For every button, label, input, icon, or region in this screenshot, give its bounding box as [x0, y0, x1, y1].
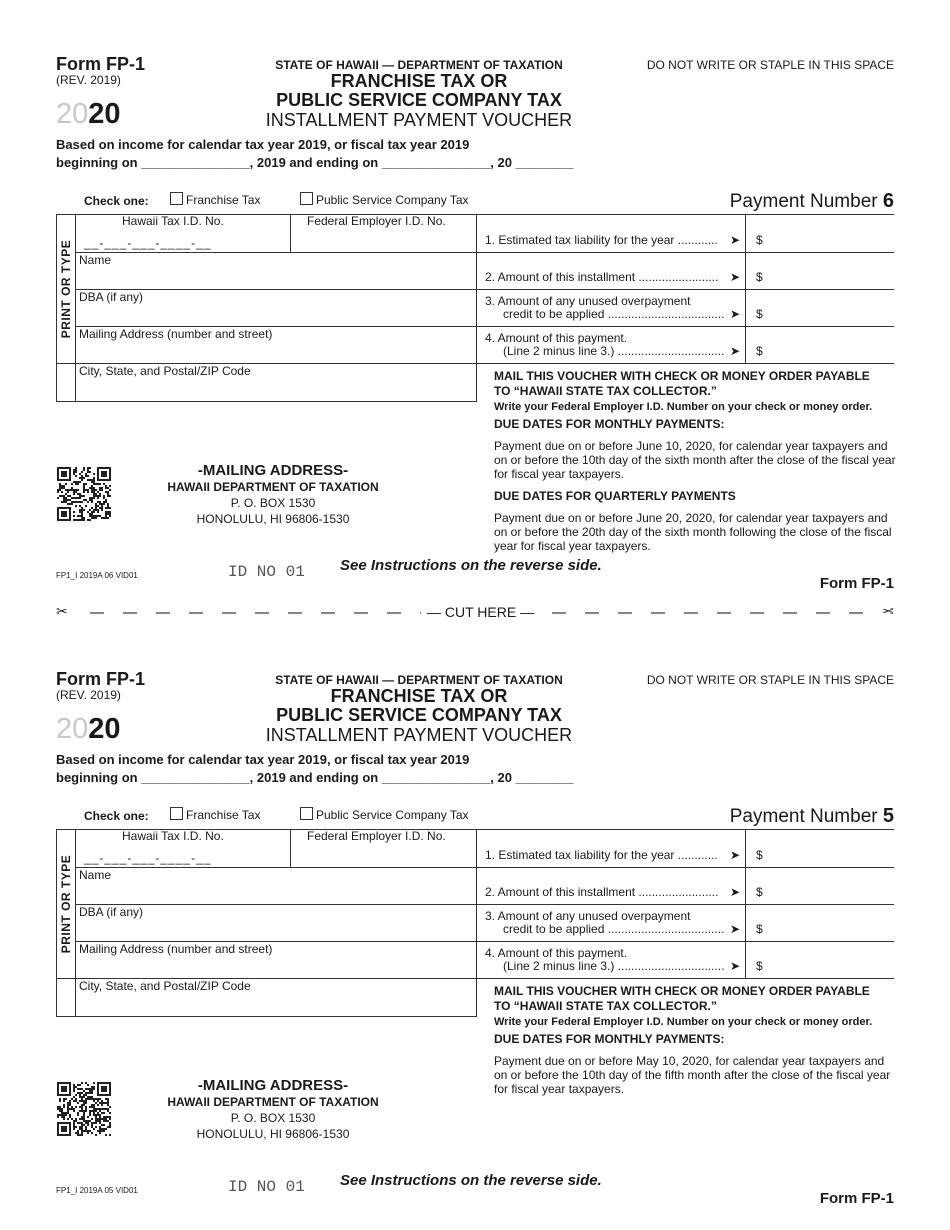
form-title: Form FP-1 [56, 669, 146, 689]
see-instructions: See Instructions on the reverse side. [340, 1172, 602, 1189]
name-field[interactable] [76, 883, 475, 903]
hawaii-tax-id-field[interactable]: __-___-___-____-__ [84, 236, 212, 250]
arrow-icon: ➤ [730, 307, 741, 321]
arrow-icon: ➤ [730, 959, 741, 973]
line-2-amount-field[interactable] [768, 880, 892, 902]
mailing-city: HONOLULU, HI 96806-1530 [196, 1127, 350, 1141]
cut-here-label: — CUT HERE — [421, 604, 540, 620]
city-state-zip-label: City, State, and Postal/ZIP Code [79, 364, 251, 378]
box-line [56, 1016, 476, 1017]
line-3-label: 3. Amount of any unused overpayment [485, 909, 691, 923]
box-line [75, 867, 476, 868]
line-3-label-2: credit to be applied ................................... [503, 922, 725, 936]
line-4-amount-field[interactable] [768, 339, 892, 361]
do-not-write-notice: DO NOT WRITE OR STAPLE IN THIS SPACE [646, 673, 894, 687]
box-line [476, 829, 894, 830]
scissors-icon: ✂ [56, 603, 68, 619]
do-not-write-notice: DO NOT WRITE OR STAPLE IN THIS SPACE [646, 58, 894, 72]
box-line [476, 289, 894, 290]
mailing-address [150, 1078, 396, 1142]
title-line-1: FRANCHISE TAX OR [330, 71, 508, 91]
box-line [476, 867, 894, 868]
franchise-tax-label: Franchise Tax [186, 808, 261, 822]
mailing-address-label: Mailing Address (number and street) [79, 327, 273, 341]
box-line [476, 904, 894, 905]
monthly-due-text: Payment due on or before May 10, 2020, for calendar year taxpayers and on or before the 10th day of the fifth month after the close of the fiscal year for fiscal year taxpayers. [494, 1054, 891, 1096]
city-state-zip-field[interactable] [76, 994, 475, 1015]
due-quarterly-heading: DUE DATES FOR QUARTERLY PAYMENTS [494, 489, 736, 503]
line-2-dollar: $ [756, 270, 763, 284]
print-or-type-text: PRINT OR TYPE [59, 854, 73, 954]
line-3-dollar: $ [756, 922, 763, 936]
form-footer: Form FP-1 [819, 1190, 894, 1207]
year-prefix: 20 [56, 98, 89, 130]
mailing-department: HAWAII DEPARTMENT OF TAXATION [167, 480, 379, 494]
box-line [476, 326, 894, 327]
line-4-amount-field[interactable] [768, 954, 892, 976]
fein-field[interactable] [291, 228, 475, 251]
line-4-dollar: $ [756, 959, 763, 973]
arrow-icon: ➤ [730, 344, 741, 358]
box-line [476, 363, 894, 364]
payment-number-value: 5 [882, 805, 894, 827]
based-on-text: Based on income for calendar tax year 2019, or fiscal tax year 2019 [56, 137, 470, 152]
payment-number [730, 190, 894, 213]
mail-voucher-line-1: MAIL THIS VOUCHER WITH CHECK OR MONEY ORDER PAYABLE [494, 369, 870, 383]
name-label: Name [79, 253, 112, 267]
mail-voucher-line-1: MAIL THIS VOUCHER WITH CHECK OR MONEY ORDER PAYABLE [494, 984, 870, 998]
qr-code-icon [57, 1082, 111, 1136]
print-or-type-text: PRINT OR TYPE [59, 239, 73, 339]
id-number: ID NO 01 [228, 563, 305, 581]
mailing-address-label: Mailing Address (number and street) [79, 942, 273, 956]
mailing-department: HAWAII DEPARTMENT OF TAXATION [167, 1095, 379, 1109]
cut-line [56, 603, 894, 623]
arrow-icon: ➤ [730, 922, 741, 936]
year-suffix: 20 [88, 98, 121, 130]
fein-field[interactable] [291, 843, 475, 866]
line-2-dollar: $ [756, 885, 763, 899]
beginning-on-text[interactable]: beginning on _______________, 2019 and ending on _______________, 20 ________ [56, 155, 574, 170]
hawaii-tax-id-field[interactable]: __-___-___-____-__ [84, 851, 212, 865]
line-3-label-2: credit to be applied ................................... [503, 307, 725, 321]
check-one-label: Check one: [84, 809, 149, 823]
checkbox-box[interactable] [170, 807, 183, 820]
id-number: ID NO 01 [228, 1178, 305, 1196]
line-3-amount-field[interactable] [768, 302, 892, 324]
city-state-zip-field[interactable] [76, 379, 475, 400]
arrow-icon: ➤ [730, 270, 741, 284]
arrow-icon: ➤ [730, 233, 741, 247]
payment-number-value: 6 [882, 190, 894, 212]
franchise-tax-checkbox[interactable] [170, 807, 260, 822]
title-line-2: PUBLIC SERVICE COMPANY TAX [276, 90, 562, 110]
dba-field[interactable] [76, 305, 475, 325]
state-header: STATE OF HAWAII — DEPARTMENT OF TAXATION [275, 673, 563, 687]
state-header: STATE OF HAWAII — DEPARTMENT OF TAXATION [275, 58, 563, 72]
box-line [56, 401, 476, 402]
psc-tax-checkbox[interactable] [300, 192, 469, 207]
dba-label: DBA (if any) [79, 905, 144, 919]
line-2-label: 2. Amount of this installment ........................ [485, 270, 719, 284]
name-label: Name [79, 868, 112, 882]
city-state-zip-label: City, State, and Postal/ZIP Code [79, 979, 251, 993]
form-footer: Form FP-1 [819, 575, 894, 592]
fein-label: Federal Employer I.D. No. [307, 829, 446, 843]
title-line-1: FRANCHISE TAX OR [330, 686, 508, 706]
fein-label: Federal Employer I.D. No. [307, 214, 446, 228]
name-field[interactable] [76, 268, 475, 288]
payment-number-label: Payment Number [729, 191, 878, 212]
line-4-label: 4. Amount of this payment. [485, 331, 628, 345]
write-fein-note: Write your Federal Employer I.D. Number on your check or money order. [494, 1016, 873, 1028]
dba-label: DBA (if any) [79, 290, 144, 304]
arrow-icon: ➤ [730, 848, 741, 862]
box-line [745, 214, 746, 364]
revision: (REV. 2019) [56, 688, 121, 702]
mailing-city: HONOLULU, HI 96806-1530 [196, 512, 350, 526]
based-on-text: Based on income for calendar tax year 2019, or fiscal tax year 2019 [56, 752, 470, 767]
franchise-tax-checkbox[interactable] [170, 192, 260, 207]
mail-voucher-line-2: TO “HAWAII STATE TAX COLLECTOR.” [494, 999, 717, 1013]
payment-number-label: Payment Number [729, 806, 878, 827]
footer-code: FP1_I 2019A 05 VID01 [56, 1186, 138, 1195]
box-line [476, 214, 894, 215]
line-1-amount-field[interactable] [768, 843, 892, 865]
quarterly-due-text: Payment due on or before June 20, 2020, for calendar year taxpayers and on or before the 20th day of the sixth month following the close of the fiscal year for fiscal year taxpayers. [494, 511, 892, 553]
hawaii-tax-id-label: Hawaii Tax I.D. No. [122, 214, 224, 228]
line-3-dollar: $ [756, 307, 763, 321]
line-2-amount-field[interactable] [768, 265, 892, 287]
psc-tax-label: Public Service Company Tax [316, 808, 469, 822]
monthly-due-text: Payment due on or before June 10, 2020, for calendar year taxpayers and on or before the 10th day of the sixth month after the close of the fiscal year for fiscal year taxpayers. [494, 439, 896, 481]
footer-code: FP1_I 2019A 06 VID01 [56, 571, 138, 580]
psc-tax-checkbox[interactable] [300, 807, 469, 822]
year-suffix: 20 [88, 713, 121, 745]
line-1-dollar: $ [756, 233, 763, 247]
line-4-label: 4. Amount of this payment. [485, 946, 628, 960]
form-title: Form FP-1 [56, 54, 146, 74]
line-2-label: 2. Amount of this installment ........................ [485, 885, 719, 899]
due-monthly-heading: DUE DATES FOR MONTHLY PAYMENTS: [494, 417, 725, 431]
beginning-on-text[interactable]: beginning on _______________, 2019 and ending on _______________, 20 ________ [56, 770, 574, 785]
mailing-po-box: P. O. BOX 1530 [230, 496, 316, 510]
checkbox-box[interactable] [300, 192, 313, 205]
psc-tax-label: Public Service Company Tax [316, 193, 469, 207]
title-line-3: INSTALLMENT PAYMENT VOUCHER [265, 110, 573, 130]
line-3-amount-field[interactable] [768, 917, 892, 939]
title-line-2: PUBLIC SERVICE COMPANY TAX [276, 705, 562, 725]
line-1-label: 1. Estimated tax liability for the year ............ [485, 233, 718, 247]
check-one-label: Check one: [84, 194, 149, 208]
write-fein-note: Write your Federal Employer I.D. Number on your check or money order. [494, 401, 873, 413]
line-1-dollar: $ [756, 848, 763, 862]
scissors-icon: ✂ [882, 603, 894, 619]
box-line [476, 829, 477, 1017]
line-3-label: 3. Amount of any unused overpayment [485, 294, 691, 308]
hawaii-tax-id-label: Hawaii Tax I.D. No. [122, 829, 224, 843]
box-line [745, 829, 746, 979]
line-4-dollar: $ [756, 344, 763, 358]
mailing-address-field[interactable] [76, 957, 475, 977]
line-4-label-2: (Line 2 minus line 3.) ................................ [503, 959, 725, 973]
mailing-address-field[interactable] [76, 342, 475, 362]
print-or-type-label [57, 831, 75, 977]
box-line [75, 252, 476, 253]
line-1-label: 1. Estimated tax liability for the year ............ [485, 848, 718, 862]
line-1-amount-field[interactable] [768, 228, 892, 250]
qr-code-icon [57, 467, 111, 521]
mailing-heading: -MAILING ADDRESS- [197, 462, 349, 479]
mailing-heading: -MAILING ADDRESS- [197, 1077, 349, 1094]
due-monthly-heading: DUE DATES FOR MONTHLY PAYMENTS: [494, 1032, 725, 1046]
mailing-address [150, 463, 396, 527]
voucher-2 [0, 615, 950, 1230]
box-line [476, 978, 894, 979]
box-line [476, 214, 477, 402]
box-line [476, 941, 894, 942]
checkbox-box[interactable] [300, 807, 313, 820]
payment-number [730, 805, 894, 828]
arrow-icon: ➤ [730, 885, 741, 899]
box-line [476, 252, 894, 253]
mailing-po-box: P. O. BOX 1530 [230, 1111, 316, 1125]
revision: (REV. 2019) [56, 73, 121, 87]
see-instructions: See Instructions on the reverse side. [340, 557, 602, 574]
line-4-label-2: (Line 2 minus line 3.) ................................ [503, 344, 725, 358]
franchise-tax-label: Franchise Tax [186, 193, 261, 207]
mail-voucher-line-2: TO “HAWAII STATE TAX COLLECTOR.” [494, 384, 717, 398]
year-prefix: 20 [56, 713, 89, 745]
dba-field[interactable] [76, 920, 475, 940]
print-or-type-label [57, 216, 75, 362]
checkbox-box[interactable] [170, 192, 183, 205]
title-line-3: INSTALLMENT PAYMENT VOUCHER [265, 725, 573, 745]
